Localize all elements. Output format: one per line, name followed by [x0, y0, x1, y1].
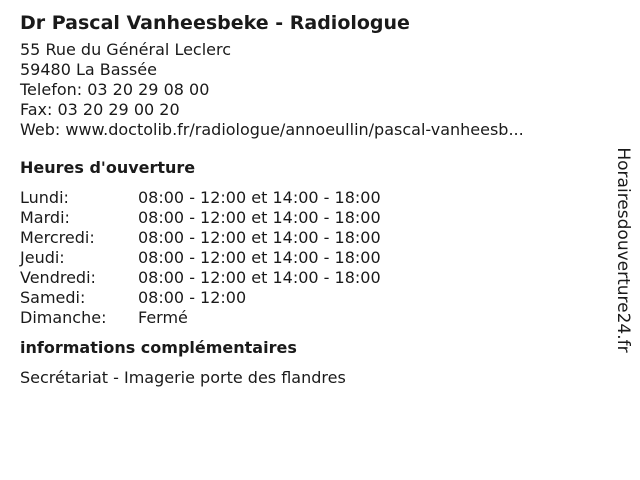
day-label: Lundi:	[20, 188, 69, 207]
hours-row-mardi	[20, 208, 600, 228]
info-text: Secrétariat - Imagerie porte des flandres	[20, 368, 346, 387]
time-value: 08:00 - 12:00 et 14:00 - 18:00	[138, 228, 381, 247]
fax-number: Fax: 03 20 29 00 20	[20, 100, 180, 119]
hours-row-samedi	[20, 288, 600, 308]
day-label: Samedi:	[20, 288, 86, 307]
phone-number: Telefon: 03 20 29 08 00	[20, 80, 210, 99]
hours-row-mercredi	[20, 228, 600, 248]
hours-row-vendredi	[20, 268, 600, 288]
hours-row-lundi	[20, 188, 600, 208]
time-value: 08:00 - 12:00	[138, 288, 247, 307]
listing-card	[20, 10, 600, 388]
day-label: Mercredi:	[20, 228, 95, 247]
website-link[interactable]: Web: www.doctolib.fr/radiologue/annoeullin/pascal-vanheesb...	[20, 120, 524, 139]
contact-block	[20, 40, 600, 140]
hours-table	[20, 188, 600, 328]
day-label: Jeudi:	[20, 248, 65, 267]
hours-row-jeudi	[20, 248, 600, 268]
time-value: 08:00 - 12:00 et 14:00 - 18:00	[138, 268, 381, 287]
page-title: Dr Pascal Vanheesbeke - Radiologue	[20, 12, 410, 34]
hours-row-dimanche	[20, 308, 600, 328]
day-label: Vendredi:	[20, 268, 96, 287]
hours-heading: Heures d'ouverture	[20, 158, 196, 177]
time-value: 08:00 - 12:00 et 14:00 - 18:00	[138, 188, 381, 207]
info-heading: informations complémentaires	[20, 338, 297, 357]
day-label: Dimanche:	[20, 308, 107, 327]
time-value: Fermé	[138, 308, 188, 327]
address-street: 55 Rue du Général Leclerc	[20, 40, 232, 59]
time-value: 08:00 - 12:00 et 14:00 - 18:00	[138, 248, 381, 267]
day-label: Mardi:	[20, 208, 70, 227]
address-city: 59480 La Bassée	[20, 60, 157, 79]
time-value: 08:00 - 12:00 et 14:00 - 18:00	[138, 208, 381, 227]
brand-watermark: Horairesdouverture24.fr	[613, 147, 633, 353]
